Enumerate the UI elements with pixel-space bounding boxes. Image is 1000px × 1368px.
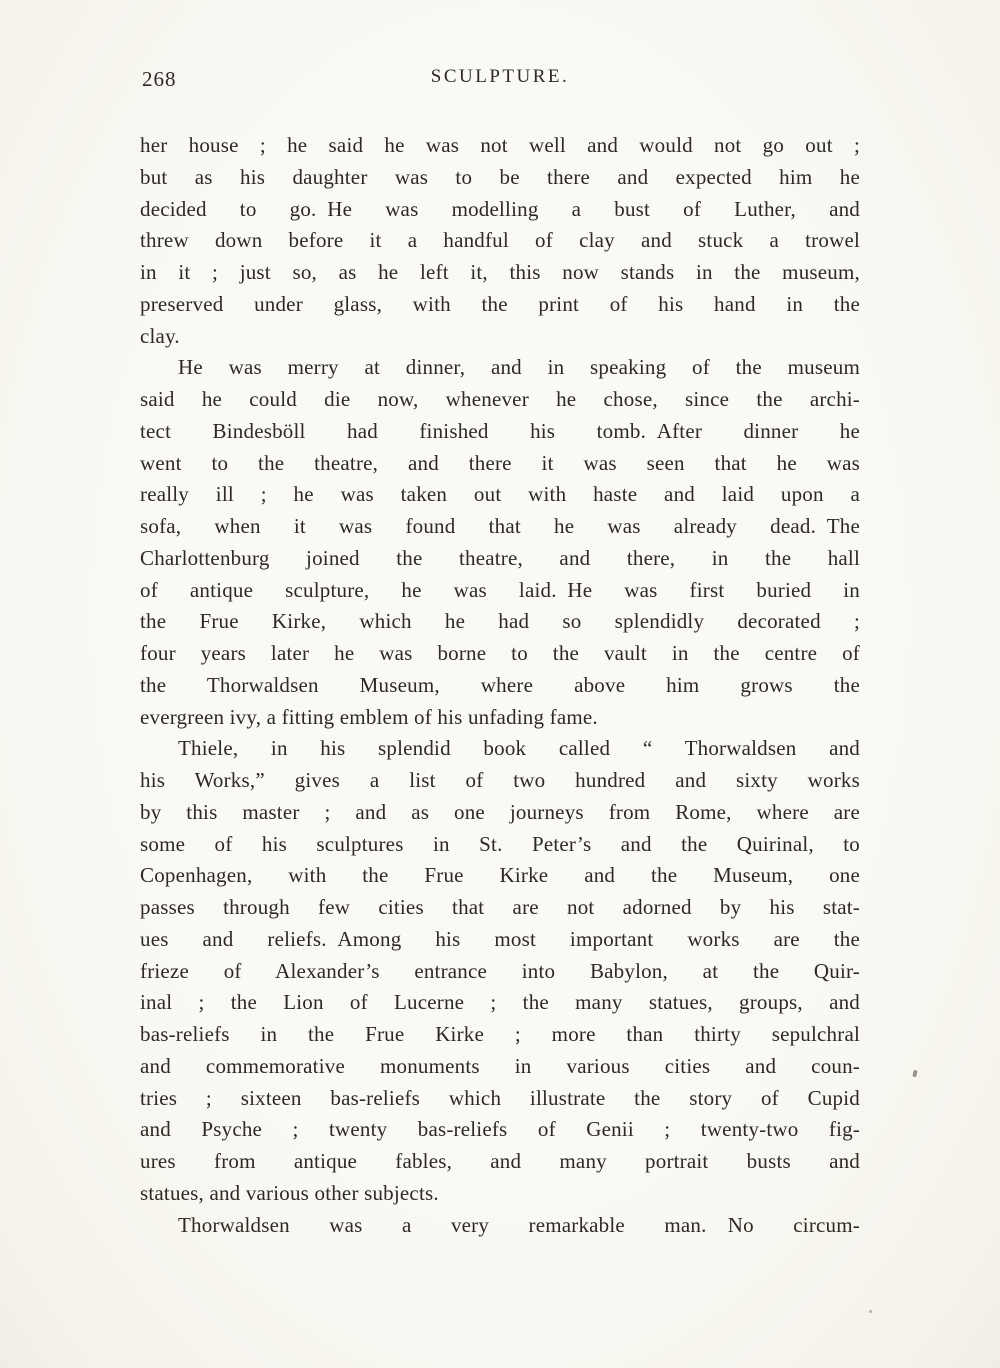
paragraph [140, 130, 860, 352]
text-line: in it ; just so, as he left it, this now stands in the museum, [140, 260, 860, 284]
text-line: statues, and various other subjects. [140, 1180, 439, 1205]
text-line: passes through few cities that are not adorned by his stat- [140, 895, 860, 919]
text-line: and Psyche ; twenty bas-reliefs of Genii ; twenty-two fig- [140, 1117, 860, 1142]
text-line: his Works,” gives a list of two hundred and sixty works [140, 768, 860, 792]
running-head: SCULPTURE. [430, 66, 570, 87]
text-line: the Thorwaldsen Museum, where above him grows the [140, 672, 860, 697]
text-line: and commemorative monuments in various cities and coun- [140, 1053, 860, 1078]
page-body [140, 130, 860, 1241]
paragraph [140, 1210, 860, 1242]
text-line: clay. [140, 323, 180, 348]
text-line: tries ; sixteen bas-reliefs which illustrate the story of Cupid [140, 1085, 860, 1110]
text-line: by this master ; and as one journeys from Rome, where are [140, 799, 860, 824]
text-line: threw down before it a handful of clay and stuck a trowel [140, 228, 860, 253]
text-line: sofa, when it was found that he was already dead. The [140, 514, 860, 538]
text-line: preserved under glass, with the print of his hand in the [140, 291, 860, 316]
text-line: her house ; he said he was not well and would not go out ; [140, 133, 860, 157]
text-line: said he could die now, whenever he chose, since the archi- [140, 387, 860, 411]
text-line: ures from antique fables, and many portrait busts and [140, 1149, 860, 1173]
text-line: tect Bindesböll had finished his tomb. After dinner he [140, 418, 860, 443]
scan-artifact-dot [869, 1310, 872, 1313]
text-line: frieze of Alexander’s entrance into Babylon, at the Quir- [140, 958, 860, 983]
text-line: the Frue Kirke, which he had so splendidly decorated ; [140, 609, 860, 634]
text-line: four years later he was borne to the vault in the centre of [140, 641, 860, 665]
text-line: really ill ; he was taken out with haste and laid upon a [140, 482, 860, 507]
text-line: He was merry at dinner, and in speaking of the museum [178, 355, 860, 380]
text-line: ues and reliefs. Among his most important works are the [140, 926, 860, 951]
paragraph [140, 352, 860, 733]
text-line: Charlottenburg joined the theatre, and there, in the hall [140, 545, 860, 570]
text-line: Copenhagen, with the Frue Kirke and the Museum, one [140, 863, 860, 888]
text-line: but as his daughter was to be there and expected him he [140, 164, 860, 189]
text-line: some of his sculptures in St. Peter’s and the Quirinal, to [140, 831, 860, 856]
scan-artifact-mark [912, 1070, 918, 1078]
paragraph [140, 733, 860, 1209]
text-line: inal ; the Lion of Lucerne ; the many statues, groups, and [140, 990, 860, 1015]
text-line: Thiele, in his splendid book called “ Thorwaldsen and [178, 736, 860, 761]
text-line: of antique sculpture, he was laid. He was first buried in [140, 577, 860, 602]
text-line: bas-reliefs in the Frue Kirke ; more than thirty sepulchral [140, 1022, 860, 1046]
text-line: went to the theatre, and there it was seen that he was [140, 450, 860, 475]
text-line: evergreen ivy, a fitting emblem of his unfading fame. [140, 704, 598, 729]
page-number: 268 [142, 67, 177, 91]
text-line: Thorwaldsen was a very remarkable man. No circum- [178, 1212, 860, 1237]
page-header [140, 66, 860, 94]
text-line: decided to go. He was modelling a bust of Luther, and [140, 196, 860, 221]
